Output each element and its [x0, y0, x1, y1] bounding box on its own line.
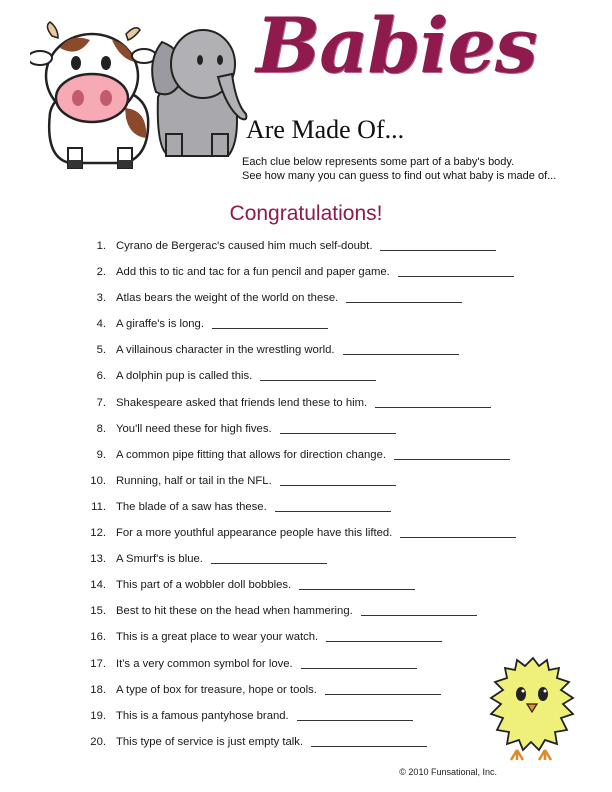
answer-blank[interactable] [211, 553, 327, 564]
clue-list [80, 240, 516, 762]
answer-blank[interactable] [325, 684, 441, 695]
clue-text: Shakespeare asked that friends lend these to him. [116, 396, 368, 409]
clue-item [80, 292, 516, 318]
clue-item [80, 736, 516, 762]
clue-text: A giraffe's is long. [116, 318, 204, 331]
answer-blank[interactable] [275, 501, 391, 512]
clue-item [80, 527, 516, 553]
clue-item [80, 344, 516, 370]
clue-text: A type of box for treasure, hope or tools. [116, 683, 317, 696]
clue-number: 18. [90, 683, 106, 696]
clue-number: 8. [96, 422, 106, 435]
copyright: © 2010 Funsational, Inc. [399, 767, 497, 777]
answer-blank[interactable] [280, 423, 396, 434]
clue-item [80, 658, 516, 684]
clue-text: A common pipe fitting that allows for direction change. [116, 448, 387, 461]
answer-blank[interactable] [346, 292, 462, 303]
clue-text: This is a great place to wear your watch. [116, 631, 319, 644]
answer-blank[interactable] [299, 579, 415, 590]
clue-text: This type of service is just empty talk. [116, 735, 304, 748]
clue-text: For a more youthful appearance people have this lifted. [116, 527, 393, 540]
clue-number: 10. [90, 474, 106, 487]
answer-blank[interactable] [301, 658, 417, 669]
clue-item [80, 684, 516, 710]
clue-text: Atlas bears the weight of the world on these. [116, 292, 339, 305]
section-heading: Congratulations! [229, 202, 383, 225]
page-title: Babies [256, 1, 537, 90]
clue-item [80, 423, 516, 449]
cow-icon [30, 18, 160, 173]
clue-number: 17. [90, 657, 106, 670]
clue-number: 11. [91, 500, 106, 513]
clue-number: 6. [96, 370, 106, 383]
clue-number: 13. [90, 553, 106, 566]
clue-item [80, 631, 516, 657]
instructions [242, 155, 556, 183]
clue-text: A Smurf's is blue. [116, 553, 203, 566]
answer-blank[interactable] [380, 240, 496, 251]
clue-item [80, 501, 516, 527]
page-subtitle: Are Made Of... [246, 115, 405, 144]
answer-blank[interactable] [212, 318, 328, 329]
chick-icon [487, 652, 579, 762]
clue-number: 3. [96, 292, 106, 305]
instructions-line-1: Each clue below represents some part of a baby's body. [242, 156, 515, 168]
answer-blank[interactable] [375, 397, 491, 408]
instructions-line-2: See how many you can guess to find out what baby is made of... [242, 170, 557, 182]
clue-number: 2. [96, 266, 106, 279]
answer-blank[interactable] [326, 631, 442, 642]
clue-text: Running, half or tail in the NFL. [116, 474, 272, 487]
clue-item [80, 449, 516, 475]
clue-text: The blade of a saw has these. [116, 500, 267, 513]
answer-blank[interactable] [361, 605, 477, 616]
answer-blank[interactable] [280, 475, 396, 486]
clue-item [80, 605, 516, 631]
clue-item [80, 579, 516, 605]
answer-blank[interactable] [394, 449, 510, 460]
clue-text: Add this to tic and tac for a fun pencil and paper game. [116, 266, 390, 279]
clue-text: You'll need these for high fives. [116, 422, 272, 435]
clue-number: 19. [90, 709, 106, 722]
clue-number: 20. [90, 735, 106, 748]
answer-blank[interactable] [260, 370, 376, 381]
clue-number: 4. [96, 318, 106, 331]
clue-text: It's a very common symbol for love. [116, 657, 293, 670]
clue-number: 5. [96, 344, 106, 357]
answer-blank[interactable] [400, 527, 516, 538]
answer-blank[interactable] [343, 344, 459, 355]
clue-item [80, 397, 516, 423]
clue-number: 1. [96, 240, 106, 252]
elephant-icon [148, 22, 253, 162]
clue-number: 7. [96, 396, 106, 409]
clue-text: Cyrano de Bergerac's caused him much self-doubt. [116, 240, 373, 252]
clue-text: A villainous character in the wrestling world. [116, 344, 335, 357]
clue-number: 9. [96, 448, 106, 461]
clue-number: 14. [90, 579, 106, 592]
clue-number: 12. [90, 527, 106, 540]
answer-blank[interactable] [398, 266, 514, 277]
clue-text: A dolphin pup is called this. [116, 370, 253, 383]
answer-blank[interactable] [311, 736, 427, 747]
clue-item [80, 240, 516, 266]
clue-item [80, 710, 516, 736]
clue-text: This is a famous pantyhose brand. [116, 709, 289, 722]
answer-blank[interactable] [297, 710, 413, 721]
clue-item [80, 318, 516, 344]
clue-text: This part of a wobbler doll bobbles. [116, 579, 292, 592]
clue-item [80, 475, 516, 501]
clue-item [80, 370, 516, 396]
clue-text: Best to hit these on the head when hammering. [116, 605, 353, 618]
clue-number: 16. [90, 631, 106, 644]
clue-item [80, 553, 516, 579]
clue-item [80, 266, 516, 292]
clue-number: 15. [90, 605, 106, 618]
